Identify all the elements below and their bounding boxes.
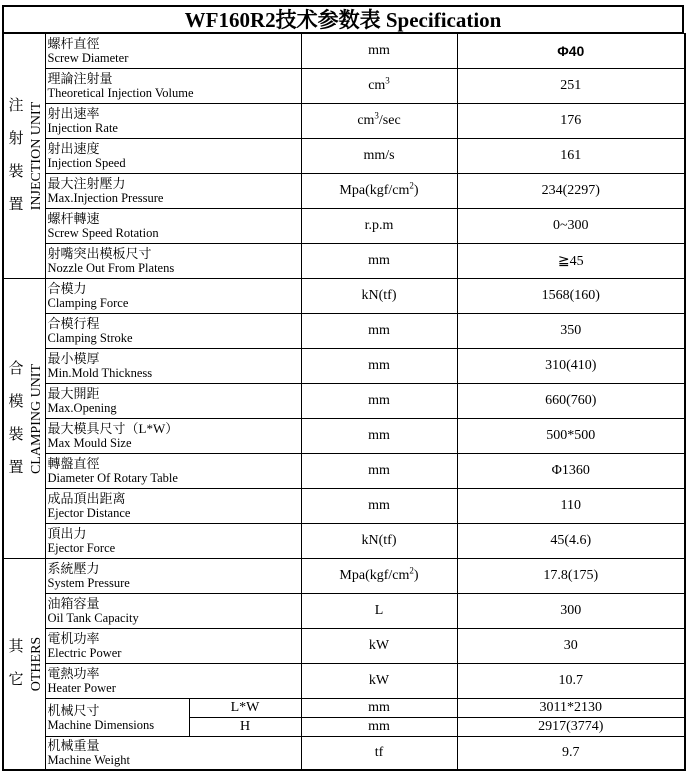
unit-text: mm [368,43,390,58]
parameter-name-en: Screw Speed Rotation [47,226,159,240]
table-row [3,69,685,104]
table-row [3,737,685,770]
parameter-name-zh: 電机功率 [47,631,100,646]
spec-sheet [2,5,684,777]
group-char: 它 [8,671,24,688]
unit-text: mm [368,323,390,338]
parameter-name-zh: 螺杆直徑 [47,36,100,51]
parameter-name-en: Max.Injection Pressure [47,191,164,205]
unit-text: kN(tf) [361,533,397,548]
value-cell: 10.7 [457,664,685,699]
parameter-name-zh: 轉盤直徑 [47,456,100,471]
value-cell: ≧45 [457,244,685,279]
group-label-clamping [3,279,45,559]
parameter-name [45,209,301,244]
value-cell: Φ40 [457,34,685,69]
unit-cell [301,454,457,489]
group-label-zh [6,559,26,769]
unit-superscript: 2 [409,565,414,576]
unit-tail: ) [413,183,419,198]
table-row [3,349,685,384]
parameter-name-en: Heater Power [47,681,116,695]
value-cell: 234(2297) [457,174,685,209]
table-row [3,104,685,139]
unit-cell [301,384,457,419]
unit-cell [301,664,457,699]
table-row [3,314,685,349]
parameter-name [45,629,301,664]
unit-text: kN(tf) [361,288,397,303]
value-cell: 310(410) [457,349,685,384]
parameter-name-zh: 机械重量 [47,737,100,753]
unit-text: Mpa(kgf/cm [339,183,410,198]
group-char: 合 [8,360,24,377]
unit-cell [301,524,457,559]
parameter-name [45,34,301,69]
unit-text: mm [368,498,390,513]
parameter-name-zh: 頂出力 [47,526,87,541]
unit-text: cm [357,113,375,128]
group-char: 置 [8,459,24,476]
group-label-injection [3,34,45,279]
parameter-name [45,349,301,384]
dimension-label: H [189,718,301,737]
unit-superscript: 2 [409,180,414,191]
parameter-name-en: Max Mould Size [47,436,132,450]
group-char: 模 [8,393,24,410]
value-cell: 17.8(175) [457,559,685,594]
table-row [3,279,685,314]
parameter-name-en: Theoretical Injection Volume [47,86,194,100]
group-char: 注 [8,98,24,114]
value-cell: 2917(3774) [457,718,685,737]
parameter-name-en: Diameter Of Rotary Table [47,471,178,485]
value-cell: 660(760) [457,384,685,419]
parameter-name [45,69,301,104]
parameter-name-zh: 射嘴突出模板尺寸 [47,246,152,261]
unit-cell [301,718,457,737]
unit-text: mm [368,253,390,268]
parameter-name-zh: 成品頂出距离 [47,491,126,506]
parameter-name-en: Max.Opening [47,401,117,415]
unit-text: mm [368,700,390,715]
unit-cell [301,279,457,314]
group-char: 其 [8,638,24,655]
value-cell: 500*500 [457,419,685,454]
group-label-en [28,559,46,769]
value-cell: Φ1360 [457,454,685,489]
value-cell: 9.7 [457,737,685,770]
parameter-name-zh: 油箱容量 [47,596,100,611]
value-cell: 30 [457,629,685,664]
value-cell: 3011*2130 [457,699,685,718]
unit-text: tf [374,744,384,760]
parameter-name [45,384,301,419]
table-row [3,384,685,419]
unit-cell [301,174,457,209]
parameter-name [45,594,301,629]
parameter-name-en: Electric Power [47,646,122,660]
group-label-en-text: OTHERS [29,636,44,691]
unit-text: mm [368,358,390,373]
unit-text: L [374,603,384,618]
unit-cell [301,139,457,174]
unit-text: kW [368,638,390,653]
unit-text: mm [368,428,390,443]
parameter-name-zh: 螺杆轉速 [47,211,100,226]
group-label-zh [6,279,26,558]
table-row [3,454,685,489]
unit-cell [301,34,457,69]
parameter-name [45,279,301,314]
table-row [3,244,685,279]
unit-text: mm [368,393,390,408]
table-row [3,559,685,594]
unit-cell [301,737,457,770]
parameter-name [45,104,301,139]
group-char: 裝 [8,164,24,180]
unit-cell [301,244,457,279]
parameter-name-en: System Pressure [47,576,130,590]
value-cell: 350 [457,314,685,349]
group-char: 射 [8,131,24,147]
unit-text: cm [368,78,386,93]
table-row [3,34,685,69]
parameter-name [45,737,301,770]
parameter-name-zh: 射出速度 [47,141,100,156]
unit-text: mm [368,463,390,478]
parameter-name [45,314,301,349]
unit-text: mm/s [363,148,395,163]
parameter-name-zh: 最大注射壓力 [47,176,126,191]
parameter-name-zh: 電熱功率 [47,666,100,681]
parameter-name-zh: 最大模具尺寸（L*W） [47,421,179,436]
parameter-name [45,664,301,699]
parameter-name-zh: 合模行程 [47,316,100,331]
page-title: WF160R2技术参数表 Specification [2,5,684,33]
parameter-name-en: Machine Weight [47,752,130,767]
group-label-en-text: INJECTION UNIT [29,101,44,211]
group-label-others [3,559,45,770]
unit-cell [301,594,457,629]
parameter-name [45,174,301,209]
parameter-name-en: Ejector Distance [47,506,131,520]
value-cell: 161 [457,139,685,174]
table-row [3,629,685,664]
group-label-en [28,279,46,558]
parameter-name-en: Clamping Force [47,296,129,310]
parameter-name-en: Screw Diameter [47,51,129,65]
group-label-zh [6,34,26,278]
unit-text: r.p.m [364,218,394,233]
group-char: 裝 [8,426,24,443]
parameter-name-zh: 最小模厚 [47,351,100,366]
parameter-name-en: Ejector Force [47,541,116,555]
group-label-en [28,34,46,278]
parameter-name [45,489,301,524]
parameter-name-zh: 合模力 [47,281,87,296]
unit-cell [301,699,457,718]
parameter-name-zh: 最大開距 [47,386,100,401]
unit-cell [301,559,457,594]
value-cell: 251 [457,69,685,104]
table-row [3,664,685,699]
unit-text: Mpa(kgf/cm [339,568,410,583]
group-label-en-text: CLAMPING UNIT [29,363,44,474]
table-row [3,524,685,559]
parameter-name-en: Machine Dimensions [47,717,155,732]
parameter-name-en: Injection Speed [47,156,126,170]
value-cell: 1568(160) [457,279,685,314]
value-cell: 45(4.6) [457,524,685,559]
unit-cell [301,629,457,664]
parameter-name [45,699,189,737]
table-row [3,489,685,524]
parameter-name [45,419,301,454]
parameter-name [45,559,301,594]
table-row [3,594,685,629]
value-cell: 110 [457,489,685,524]
unit-cell [301,349,457,384]
parameter-name-zh: 射出速率 [47,106,100,121]
spec-table [2,33,686,771]
unit-cell [301,104,457,139]
parameter-name-en: Oil Tank Capacity [47,611,139,625]
parameter-name [45,139,301,174]
table-row [3,699,685,718]
parameter-name [45,244,301,279]
unit-cell [301,69,457,104]
parameter-name-en: Injection Rate [47,121,118,135]
parameter-name-zh: 系統壓力 [47,561,100,576]
unit-text: mm [368,719,390,734]
value-cell: 300 [457,594,685,629]
unit-cell [301,489,457,524]
unit-text: kW [368,673,390,688]
table-row [3,209,685,244]
parameter-name-en: Nozzle Out From Platens [47,261,175,275]
parameter-name-en: Min.Mold Thickness [47,366,153,380]
group-char: 置 [8,197,24,213]
parameter-name-zh: 机械尺寸 [47,702,100,718]
unit-cell [301,314,457,349]
unit-cell [301,419,457,454]
unit-superscript: 3 [385,75,390,86]
parameter-name [45,524,301,559]
parameter-name-zh: 理論注射量 [47,71,113,86]
unit-cell [301,209,457,244]
unit-tail: ) [413,568,419,583]
table-row [3,419,685,454]
unit-tail: /sec [378,113,401,128]
value-cell: 0~300 [457,209,685,244]
table-row [3,174,685,209]
parameter-name [45,454,301,489]
table-row [3,139,685,174]
value-cell: 176 [457,104,685,139]
unit-superscript: 3 [374,110,379,121]
parameter-name-en: Clamping Stroke [47,331,133,345]
dimension-label: L*W [189,699,301,718]
